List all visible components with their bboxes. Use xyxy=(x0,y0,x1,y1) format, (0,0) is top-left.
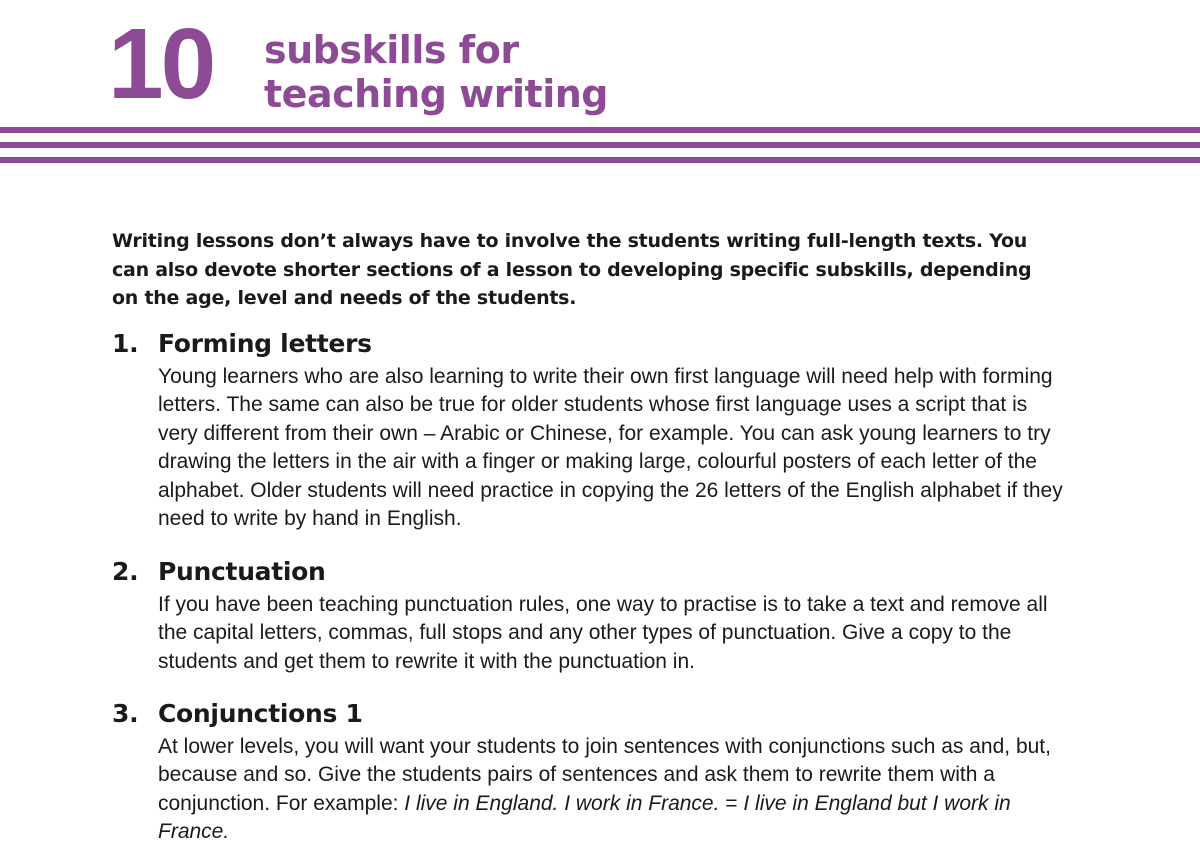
section-number: 1. xyxy=(112,329,139,358)
section-punctuation xyxy=(112,556,1072,676)
example-separator: = xyxy=(719,791,744,815)
section-title: Punctuation xyxy=(158,557,326,586)
section-forming-letters xyxy=(112,328,1072,533)
section-number: 2. xyxy=(112,557,139,586)
section-number: 3. xyxy=(112,699,139,728)
chapter-number: 10 xyxy=(108,8,214,120)
title-line-1: subskills for xyxy=(264,28,519,72)
example-sentences: I live in England. I work in France. xyxy=(404,791,720,815)
section-conjunctions-1 xyxy=(112,698,1072,847)
page-header xyxy=(0,0,1200,170)
page-title xyxy=(264,28,608,116)
header-stripe xyxy=(0,142,1200,148)
section-title: Conjunctions 1 xyxy=(158,699,363,728)
section-body: Young learners who are also learning to write their own first language will need help with forming letters. The same can also be true for older students whose first language uses a script that is very different from their own – Arabic or Chinese, for example. You can ask young learners to try drawing the letters in the air with a finger or making large, colourful posters of each letter of the alphabet. Older students will need practice in copying the 26 letters of the English alphabet if they need to write by hand in English. xyxy=(158,365,1063,531)
header-stripe xyxy=(0,127,1200,133)
section-heading xyxy=(112,328,1072,360)
section-title: Forming letters xyxy=(158,329,372,358)
section-body xyxy=(158,733,1068,847)
section-body: If you have been teaching punctuation rules, one way to practise is to take a text and remove all the capital letters, commas, full stops and any other types of punctuation. Give a copy to the students and get them to rewrite it with the punctuation in. xyxy=(158,593,1048,673)
header-stripe xyxy=(0,157,1200,163)
section-heading xyxy=(112,556,1072,588)
example-result: I live in England but I work in France. xyxy=(158,791,1011,844)
section-body-text: At lower levels, you will want your students to join sentences with conjunctions such as and, but, because and so. Give the students pairs of sentences and ask them to rewrite them with a conjunction. For example: xyxy=(158,735,1051,815)
section-heading xyxy=(112,698,1072,730)
intro-paragraph: Writing lessons don’t always have to involve the students writing full-length texts. You can also devote shorter sections of a lesson to developing specific subskills, depending on the age, level and needs of the students. xyxy=(112,230,1032,309)
title-line-2: teaching writing xyxy=(264,72,608,116)
